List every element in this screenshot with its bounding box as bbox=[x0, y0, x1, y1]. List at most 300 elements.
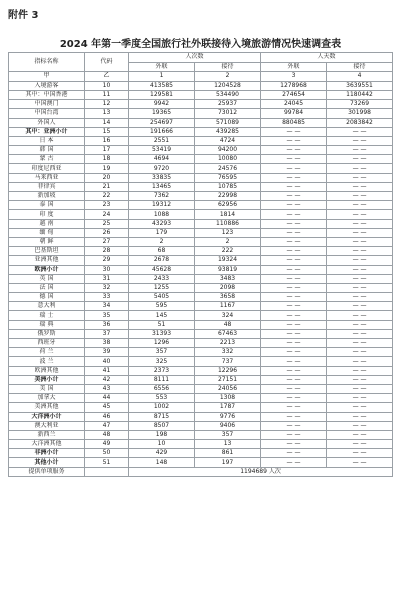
outbound-days-cell: — — bbox=[261, 421, 327, 430]
reception-days-cell: — — bbox=[327, 458, 393, 467]
indicator-cell: 泰 国 bbox=[9, 201, 85, 210]
footer-value: 1194689 人次 bbox=[129, 467, 393, 476]
reception-persons-cell: 27151 bbox=[195, 375, 261, 384]
indicator-cell: 瑞 士 bbox=[9, 311, 85, 320]
indicator-cell: 印度尼西亚 bbox=[9, 164, 85, 173]
code-cell: 37 bbox=[85, 329, 129, 338]
reception-days-cell: — — bbox=[327, 182, 393, 191]
outbound-persons-cell: 8111 bbox=[129, 375, 195, 384]
outbound-persons-cell: 6556 bbox=[129, 384, 195, 393]
indicator-cell: 朝 鲜 bbox=[9, 237, 85, 246]
header-row-1 bbox=[9, 53, 393, 63]
outbound-days-cell: — — bbox=[261, 256, 327, 265]
indicator-cell: 其中：亚洲小计 bbox=[9, 127, 85, 136]
outbound-persons-cell: 357 bbox=[129, 348, 195, 357]
header-col3: 3 bbox=[261, 72, 327, 82]
outbound-persons-cell: 2373 bbox=[129, 366, 195, 375]
indicator-cell: 加拿大 bbox=[9, 394, 85, 403]
reception-persons-cell: 324 bbox=[195, 311, 261, 320]
outbound-persons-cell: 9942 bbox=[129, 100, 195, 109]
table-row bbox=[9, 430, 393, 439]
reception-days-cell: 3639551 bbox=[327, 81, 393, 90]
code-cell: 28 bbox=[85, 247, 129, 256]
header-col4: 4 bbox=[327, 72, 393, 82]
reception-persons-cell: 571089 bbox=[195, 118, 261, 127]
outbound-persons-cell: 5405 bbox=[129, 293, 195, 302]
reception-persons-cell: 76595 bbox=[195, 173, 261, 182]
indicator-cell: 其中：中国香港 bbox=[9, 90, 85, 99]
outbound-days-cell: — — bbox=[261, 357, 327, 366]
outbound-days-cell: — — bbox=[261, 412, 327, 421]
table-row bbox=[9, 440, 393, 449]
outbound-persons-cell: 19365 bbox=[129, 109, 195, 118]
outbound-days-cell: — — bbox=[261, 348, 327, 357]
table-row bbox=[9, 118, 393, 127]
reception-persons-cell: 73012 bbox=[195, 109, 261, 118]
indicator-cell: 大洋洲其他 bbox=[9, 440, 85, 449]
code-cell: 47 bbox=[85, 421, 129, 430]
outbound-days-cell: 880485 bbox=[261, 118, 327, 127]
reception-days-cell: 1180442 bbox=[327, 90, 393, 99]
footer-code-cell bbox=[85, 467, 129, 476]
code-cell: 50 bbox=[85, 449, 129, 458]
indicator-cell: 外国人 bbox=[9, 118, 85, 127]
table-row bbox=[9, 136, 393, 145]
reception-days-cell: — — bbox=[327, 127, 393, 136]
indicator-cell: 英 国 bbox=[9, 274, 85, 283]
reception-persons-cell: 25937 bbox=[195, 100, 261, 109]
outbound-days-cell: — — bbox=[261, 293, 327, 302]
outbound-days-cell: — — bbox=[261, 127, 327, 136]
reception-persons-cell: 22998 bbox=[195, 192, 261, 201]
reception-persons-cell: 9776 bbox=[195, 412, 261, 421]
outbound-days-cell: — — bbox=[261, 182, 327, 191]
table-row bbox=[9, 256, 393, 265]
outbound-persons-cell: 198 bbox=[129, 430, 195, 439]
reception-persons-cell: 357 bbox=[195, 430, 261, 439]
reception-days-cell: — — bbox=[327, 247, 393, 256]
code-cell: 42 bbox=[85, 375, 129, 384]
outbound-days-cell: — — bbox=[261, 458, 327, 467]
table-row bbox=[9, 164, 393, 173]
reception-days-cell: — — bbox=[327, 421, 393, 430]
reception-persons-cell: 123 bbox=[195, 228, 261, 237]
table-row bbox=[9, 219, 393, 228]
indicator-cell: 新西兰 bbox=[9, 430, 85, 439]
table-row bbox=[9, 192, 393, 201]
indicator-cell: 其他小计 bbox=[9, 458, 85, 467]
indicator-cell: 中国台湾 bbox=[9, 109, 85, 118]
attachment-label: 附件 3 bbox=[8, 10, 39, 21]
outbound-days-cell: — — bbox=[261, 384, 327, 393]
indicator-cell: 越 南 bbox=[9, 219, 85, 228]
outbound-days-cell: — — bbox=[261, 274, 327, 283]
code-cell: 34 bbox=[85, 302, 129, 311]
table-row bbox=[9, 265, 393, 274]
header-row-3 bbox=[9, 72, 393, 82]
reception-persons-cell: 3658 bbox=[195, 293, 261, 302]
reception-persons-cell: 222 bbox=[195, 247, 261, 256]
indicator-cell: 印 度 bbox=[9, 210, 85, 219]
outbound-persons-cell: 1255 bbox=[129, 283, 195, 292]
table-row bbox=[9, 348, 393, 357]
code-cell: 10 bbox=[85, 81, 129, 90]
code-cell: 44 bbox=[85, 394, 129, 403]
table-row bbox=[9, 283, 393, 292]
reception-days-cell: — — bbox=[327, 136, 393, 145]
code-cell: 40 bbox=[85, 357, 129, 366]
table-row bbox=[9, 81, 393, 90]
indicator-cell: 蒙 古 bbox=[9, 155, 85, 164]
code-cell: 48 bbox=[85, 430, 129, 439]
outbound-persons-cell: 145 bbox=[129, 311, 195, 320]
reception-days-cell: — — bbox=[327, 366, 393, 375]
indicator-cell: 俄罗斯 bbox=[9, 329, 85, 338]
reception-days-cell: — — bbox=[327, 375, 393, 384]
indicator-cell: 西班牙 bbox=[9, 339, 85, 348]
indicator-cell: 中国澳门 bbox=[9, 100, 85, 109]
table-row bbox=[9, 182, 393, 191]
outbound-persons-cell: 148 bbox=[129, 458, 195, 467]
code-cell: 19 bbox=[85, 164, 129, 173]
header-indicator: 指标名称 bbox=[9, 53, 85, 72]
table-row bbox=[9, 155, 393, 164]
code-cell: 32 bbox=[85, 283, 129, 292]
reception-persons-cell: 2213 bbox=[195, 339, 261, 348]
reception-days-cell: — — bbox=[327, 302, 393, 311]
outbound-persons-cell: 429 bbox=[129, 449, 195, 458]
header-days-outbound: 外联 bbox=[261, 62, 327, 72]
outbound-days-cell: — — bbox=[261, 329, 327, 338]
table-row bbox=[9, 173, 393, 182]
indicator-cell: 德 国 bbox=[9, 293, 85, 302]
table-row bbox=[9, 109, 393, 118]
code-cell: 35 bbox=[85, 311, 129, 320]
reception-days-cell: — — bbox=[327, 293, 393, 302]
outbound-persons-cell: 413585 bbox=[129, 81, 195, 90]
code-cell: 41 bbox=[85, 366, 129, 375]
outbound-persons-cell: 2 bbox=[129, 237, 195, 246]
table-row bbox=[9, 421, 393, 430]
outbound-persons-cell: 43293 bbox=[129, 219, 195, 228]
reception-days-cell: — — bbox=[327, 164, 393, 173]
indicator-cell: 缅 甸 bbox=[9, 228, 85, 237]
outbound-days-cell: — — bbox=[261, 210, 327, 219]
table-row bbox=[9, 228, 393, 237]
reception-days-cell: — — bbox=[327, 320, 393, 329]
reception-days-cell: — — bbox=[327, 228, 393, 237]
table-row bbox=[9, 293, 393, 302]
outbound-persons-cell: 129581 bbox=[129, 90, 195, 99]
reception-persons-cell: 2 bbox=[195, 237, 261, 246]
header-col1: 1 bbox=[129, 72, 195, 82]
outbound-days-cell: — — bbox=[261, 201, 327, 210]
outbound-days-cell: — — bbox=[261, 164, 327, 173]
outbound-persons-cell: 1296 bbox=[129, 339, 195, 348]
outbound-persons-cell: 4694 bbox=[129, 155, 195, 164]
table-row bbox=[9, 329, 393, 338]
reception-persons-cell: 94200 bbox=[195, 146, 261, 155]
indicator-cell: 澳大利亚 bbox=[9, 421, 85, 430]
code-cell: 20 bbox=[85, 173, 129, 182]
outbound-days-cell: 24045 bbox=[261, 100, 327, 109]
footer-label: 提供单项服务 bbox=[9, 467, 85, 476]
outbound-days-cell: — — bbox=[261, 247, 327, 256]
reception-persons-cell: 1814 bbox=[195, 210, 261, 219]
code-cell: 24 bbox=[85, 210, 129, 219]
table-row bbox=[9, 394, 393, 403]
indicator-cell: 新加坡 bbox=[9, 192, 85, 201]
indicator-cell: 意大利 bbox=[9, 302, 85, 311]
header-days-reception: 接待 bbox=[327, 62, 393, 72]
table-row bbox=[9, 339, 393, 348]
table-row bbox=[9, 357, 393, 366]
code-cell: 49 bbox=[85, 440, 129, 449]
reception-days-cell: — — bbox=[327, 274, 393, 283]
indicator-cell: 马来西亚 bbox=[9, 173, 85, 182]
outbound-days-cell: — — bbox=[261, 440, 327, 449]
outbound-persons-cell: 9720 bbox=[129, 164, 195, 173]
outbound-persons-cell: 19312 bbox=[129, 201, 195, 210]
code-cell: 33 bbox=[85, 293, 129, 302]
outbound-days-cell: 1278968 bbox=[261, 81, 327, 90]
reception-persons-cell: 24576 bbox=[195, 164, 261, 173]
outbound-days-cell: — — bbox=[261, 394, 327, 403]
header-col2: 2 bbox=[195, 72, 261, 82]
header-persons: 人次数 bbox=[129, 53, 261, 63]
outbound-persons-cell: 13465 bbox=[129, 182, 195, 191]
table-row bbox=[9, 320, 393, 329]
reception-persons-cell: 2098 bbox=[195, 283, 261, 292]
code-cell: 12 bbox=[85, 100, 129, 109]
reception-persons-cell: 12296 bbox=[195, 366, 261, 375]
outbound-persons-cell: 1002 bbox=[129, 403, 195, 412]
code-cell: 16 bbox=[85, 136, 129, 145]
reception-persons-cell: 110886 bbox=[195, 219, 261, 228]
outbound-days-cell: 99784 bbox=[261, 109, 327, 118]
table-row bbox=[9, 201, 393, 210]
reception-days-cell: — — bbox=[327, 210, 393, 219]
outbound-days-cell: — — bbox=[261, 339, 327, 348]
indicator-cell: 亚洲其他 bbox=[9, 256, 85, 265]
code-cell: 14 bbox=[85, 118, 129, 127]
table-row bbox=[9, 458, 393, 467]
reception-persons-cell: 439285 bbox=[195, 127, 261, 136]
outbound-days-cell: — — bbox=[261, 237, 327, 246]
outbound-persons-cell: 325 bbox=[129, 357, 195, 366]
reception-days-cell: — — bbox=[327, 146, 393, 155]
code-cell: 13 bbox=[85, 109, 129, 118]
reception-days-cell: — — bbox=[327, 283, 393, 292]
reception-persons-cell: 1204528 bbox=[195, 81, 261, 90]
reception-persons-cell: 24056 bbox=[195, 384, 261, 393]
outbound-persons-cell: 68 bbox=[129, 247, 195, 256]
outbound-persons-cell: 553 bbox=[129, 394, 195, 403]
code-cell: 46 bbox=[85, 412, 129, 421]
outbound-days-cell: — — bbox=[261, 192, 327, 201]
reception-persons-cell: 197 bbox=[195, 458, 261, 467]
reception-persons-cell: 10785 bbox=[195, 182, 261, 191]
indicator-cell: 欧洲其他 bbox=[9, 366, 85, 375]
outbound-persons-cell: 2678 bbox=[129, 256, 195, 265]
reception-days-cell: — — bbox=[327, 173, 393, 182]
outbound-persons-cell: 10 bbox=[129, 440, 195, 449]
reception-days-cell: 301998 bbox=[327, 109, 393, 118]
reception-days-cell: — — bbox=[327, 329, 393, 338]
code-cell: 30 bbox=[85, 265, 129, 274]
outbound-persons-cell: 33835 bbox=[129, 173, 195, 182]
reception-days-cell: 2083842 bbox=[327, 118, 393, 127]
table-row bbox=[9, 146, 393, 155]
page-title: 2024 年第一季度全国旅行社外联接待入境旅游情况快速调查表 bbox=[59, 39, 342, 50]
code-cell: 45 bbox=[85, 403, 129, 412]
outbound-days-cell: — — bbox=[261, 375, 327, 384]
outbound-days-cell: — — bbox=[261, 320, 327, 329]
reception-persons-cell: 1167 bbox=[195, 302, 261, 311]
table-row bbox=[9, 274, 393, 283]
outbound-persons-cell: 254697 bbox=[129, 118, 195, 127]
outbound-days-cell: — — bbox=[261, 283, 327, 292]
code-cell: 11 bbox=[85, 90, 129, 99]
indicator-cell: 日 本 bbox=[9, 136, 85, 145]
reception-days-cell: — — bbox=[327, 357, 393, 366]
reception-days-cell: — — bbox=[327, 219, 393, 228]
indicator-cell: 波 兰 bbox=[9, 357, 85, 366]
outbound-persons-cell: 1088 bbox=[129, 210, 195, 219]
reception-days-cell: — — bbox=[327, 394, 393, 403]
outbound-persons-cell: 2551 bbox=[129, 136, 195, 145]
table-row bbox=[9, 247, 393, 256]
header-persons-reception: 接待 bbox=[195, 62, 261, 72]
outbound-days-cell: — — bbox=[261, 302, 327, 311]
reception-days-cell: — — bbox=[327, 237, 393, 246]
table-row bbox=[9, 403, 393, 412]
outbound-days-cell: — — bbox=[261, 155, 327, 164]
indicator-cell: 巴基斯坦 bbox=[9, 247, 85, 256]
header-persons-outbound: 外联 bbox=[129, 62, 195, 72]
table-row bbox=[9, 210, 393, 219]
outbound-persons-cell: 8507 bbox=[129, 421, 195, 430]
reception-days-cell: — — bbox=[327, 412, 393, 421]
reception-persons-cell: 13 bbox=[195, 440, 261, 449]
reception-days-cell: — — bbox=[327, 430, 393, 439]
table-row bbox=[9, 302, 393, 311]
code-cell: 36 bbox=[85, 320, 129, 329]
table-row bbox=[9, 237, 393, 246]
code-cell: 43 bbox=[85, 384, 129, 393]
reception-persons-cell: 67463 bbox=[195, 329, 261, 338]
survey-table bbox=[8, 52, 393, 477]
reception-persons-cell: 93819 bbox=[195, 265, 261, 274]
reception-days-cell: — — bbox=[327, 440, 393, 449]
outbound-persons-cell: 31393 bbox=[129, 329, 195, 338]
indicator-cell: 非洲小计 bbox=[9, 449, 85, 458]
indicator-cell: 美洲其他 bbox=[9, 403, 85, 412]
header-code: 代码 bbox=[85, 53, 129, 72]
outbound-days-cell: — — bbox=[261, 136, 327, 145]
code-cell: 17 bbox=[85, 146, 129, 155]
reception-days-cell: — — bbox=[327, 339, 393, 348]
footer-row bbox=[9, 467, 393, 476]
outbound-days-cell: — — bbox=[261, 403, 327, 412]
code-cell: 23 bbox=[85, 201, 129, 210]
outbound-persons-cell: 45628 bbox=[129, 265, 195, 274]
indicator-cell: 法 国 bbox=[9, 283, 85, 292]
reception-days-cell: — — bbox=[327, 201, 393, 210]
reception-days-cell: — — bbox=[327, 311, 393, 320]
indicator-cell: 大洋洲小计 bbox=[9, 412, 85, 421]
outbound-days-cell: — — bbox=[261, 311, 327, 320]
reception-persons-cell: 19324 bbox=[195, 256, 261, 265]
outbound-days-cell: — — bbox=[261, 265, 327, 274]
outbound-days-cell: — — bbox=[261, 449, 327, 458]
outbound-days-cell: — — bbox=[261, 219, 327, 228]
outbound-days-cell: — — bbox=[261, 366, 327, 375]
code-cell: 38 bbox=[85, 339, 129, 348]
table-row bbox=[9, 366, 393, 375]
reception-days-cell: — — bbox=[327, 403, 393, 412]
reception-days-cell: — — bbox=[327, 348, 393, 357]
code-cell: 21 bbox=[85, 182, 129, 191]
reception-persons-cell: 3483 bbox=[195, 274, 261, 283]
code-cell: 26 bbox=[85, 228, 129, 237]
outbound-persons-cell: 8715 bbox=[129, 412, 195, 421]
reception-persons-cell: 62956 bbox=[195, 201, 261, 210]
code-cell: 51 bbox=[85, 458, 129, 467]
outbound-persons-cell: 191666 bbox=[129, 127, 195, 136]
reception-days-cell: — — bbox=[327, 155, 393, 164]
code-cell: 31 bbox=[85, 274, 129, 283]
reception-persons-cell: 48 bbox=[195, 320, 261, 329]
table-row bbox=[9, 375, 393, 384]
outbound-persons-cell: 595 bbox=[129, 302, 195, 311]
code-cell: 39 bbox=[85, 348, 129, 357]
reception-persons-cell: 332 bbox=[195, 348, 261, 357]
code-cell: 25 bbox=[85, 219, 129, 228]
reception-persons-cell: 534490 bbox=[195, 90, 261, 99]
reception-persons-cell: 9406 bbox=[195, 421, 261, 430]
outbound-days-cell: — — bbox=[261, 146, 327, 155]
reception-persons-cell: 4724 bbox=[195, 136, 261, 145]
indicator-cell: 美洲小计 bbox=[9, 375, 85, 384]
code-cell: 27 bbox=[85, 237, 129, 246]
reception-persons-cell: 10080 bbox=[195, 155, 261, 164]
code-cell: 15 bbox=[85, 127, 129, 136]
indicator-cell: 荷 兰 bbox=[9, 348, 85, 357]
reception-days-cell: — — bbox=[327, 265, 393, 274]
table-row bbox=[9, 384, 393, 393]
indicator-cell: 瑞 典 bbox=[9, 320, 85, 329]
header-jia: 甲 bbox=[9, 72, 85, 82]
indicator-cell: 韩 国 bbox=[9, 146, 85, 155]
table-row bbox=[9, 311, 393, 320]
outbound-days-cell: — — bbox=[261, 430, 327, 439]
reception-days-cell: — — bbox=[327, 192, 393, 201]
header-yi: 乙 bbox=[85, 72, 129, 82]
outbound-persons-cell: 2433 bbox=[129, 274, 195, 283]
table-row bbox=[9, 127, 393, 136]
reception-days-cell: 73269 bbox=[327, 100, 393, 109]
reception-days-cell: — — bbox=[327, 384, 393, 393]
outbound-persons-cell: 53419 bbox=[129, 146, 195, 155]
table-row bbox=[9, 412, 393, 421]
code-cell: 29 bbox=[85, 256, 129, 265]
reception-days-cell: — — bbox=[327, 256, 393, 265]
code-cell: 22 bbox=[85, 192, 129, 201]
reception-persons-cell: 1308 bbox=[195, 394, 261, 403]
reception-persons-cell: 861 bbox=[195, 449, 261, 458]
code-cell: 18 bbox=[85, 155, 129, 164]
